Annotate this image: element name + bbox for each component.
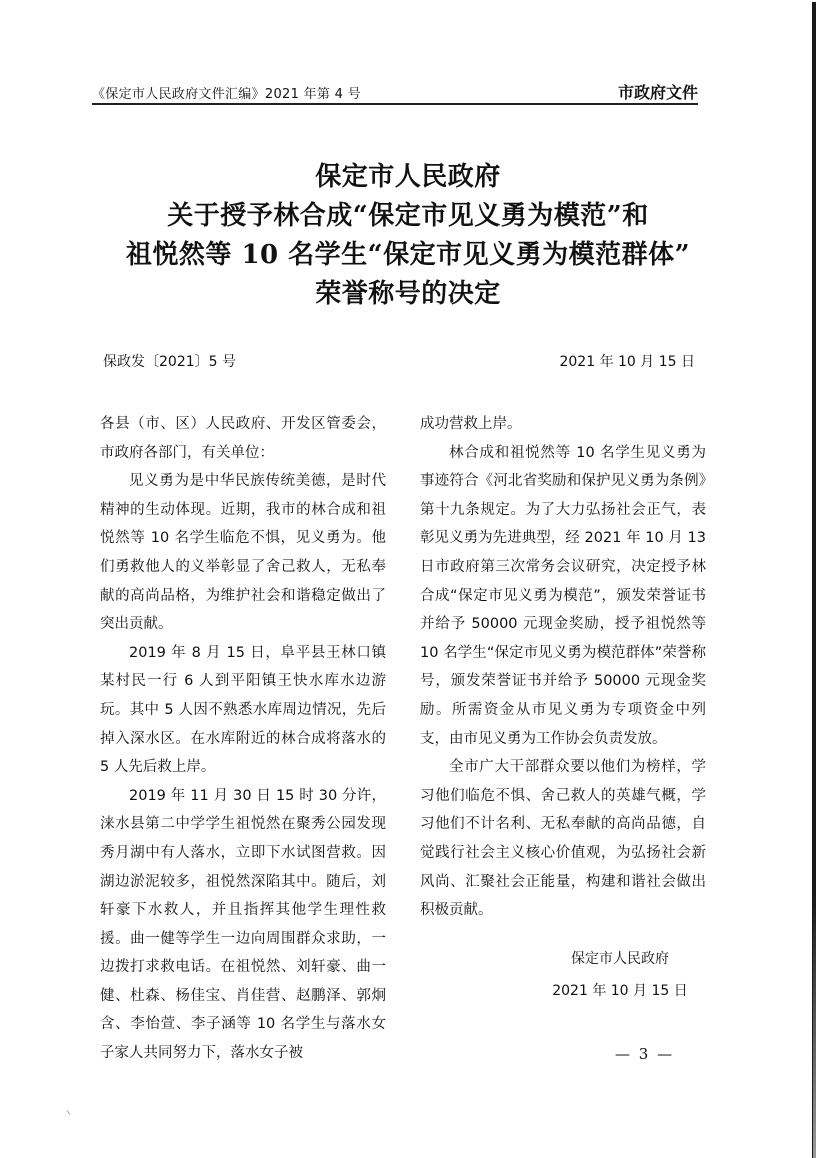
paragraph-incident-2-continued: 成功营救上岸。: [420, 416, 522, 432]
document-number: 保政发〔2021〕5 号: [103, 354, 236, 370]
body-column-right: [420, 410, 706, 925]
paragraph-decision: 林合成和祖悦然等 10 名学生见义勇为事迹符合《河北省奖励和保护见义勇为条例》第十九条规定。为了大力弘扬社会正气，表彰见义勇为先进典型，经 2021 年 10 月 13 日市政府第三次常务会议研究，决定授予林合成“保定市见义勇为模范”，颁发荣誉证书并给予 50000 元现金奖励，授予祖悦然等 10 名学生“保定市见义勇为模范群体”荣誉称号，颁发荣誉证书并给予 50000 元现金奖励。所需资金从市见义勇为专项资金中列支，由市见义勇为工作协会负责发放。: [420, 444, 706, 747]
document-category: 市政府文件: [617, 83, 698, 102]
scan-speck: [67, 1110, 71, 1115]
document-title: [90, 158, 726, 314]
title-line-issuer: 保定市人民政府: [315, 162, 501, 192]
document-meta: [103, 351, 695, 373]
publication-name: 《保定市人民政府文件汇编》2021 年第 4 号: [92, 87, 361, 102]
title-line-3: 祖悦然等 10 名学生“保定市见义勇为模范群体”: [125, 240, 691, 270]
paragraph-intro: 见义勇为是中华民族传统美德，是时代精神的生动体现。近期，我市的林合成和祖悦然等 10 名学生临危不惧，见义勇为。他们勇救他人的义举彰显了舍己救人，无私奉献的高尚品格，为维护社会和谐稳定做出了突出贡献。: [100, 473, 386, 633]
body-column-left: [100, 410, 386, 1068]
header-rule: [92, 103, 698, 105]
paragraph-call-to-action: 全市广大干部群众要以他们为榜样，学习他们临危不惧、舍己救人的英雄气概，学习他们不计名利、无私奉献的高尚品德，自觉践行社会主义核心价值观，为弘扬社会新风尚、汇聚社会正能量，构建和谐社会做出积极贡献。: [420, 759, 706, 919]
running-head: [92, 80, 698, 102]
document-date: 2021 年 10 月 15 日: [559, 354, 695, 370]
signature-block: [520, 943, 720, 1007]
signature-issuer: 保定市人民政府: [571, 951, 669, 967]
title-line-4: 荣誉称号的决定: [315, 279, 501, 309]
paragraph-incident-2: 2019 年 11 月 30 日 15 时 30 分许，涞水县第二中学学生祖悦然在聚秀公园发现秀月湖中有人落水，立即下水试图营救。因湖边淤泥较多，祖悦然深陷其中。随后，刘轩豪下水救人，并且指挥其他学生理性救援。曲一健等学生一边向周围群众求助，一边拨打求救电话。在祖悦然、刘轩豪、曲一健、杜森、杨佳宝、肖佳营、赵鹏泽、郭炯含、李怡萱、李子涵等 10 名学生与落水女子家人共同努力下，落水女子被: [100, 787, 386, 1062]
signature-date: 2021 年 10 月 15 日: [552, 983, 688, 999]
page-number: — 3 —: [615, 1045, 675, 1063]
title-line-2: 关于授予林合成“保定市见义勇为模范”和: [167, 201, 649, 231]
paragraph-incident-1: 2019 年 8 月 15 日，阜平县王林口镇某村民一行 6 人到平阳镇王快水库水边游玩。其中 5 人因不熟悉水库周边情况，先后掉入深水区。在水库附近的林合成将落水的 5 人先后救上岸。: [100, 644, 386, 776]
salutation: 各县（市、区）人民政府、开发区管委会，市政府各部门，有关单位：: [100, 416, 386, 461]
